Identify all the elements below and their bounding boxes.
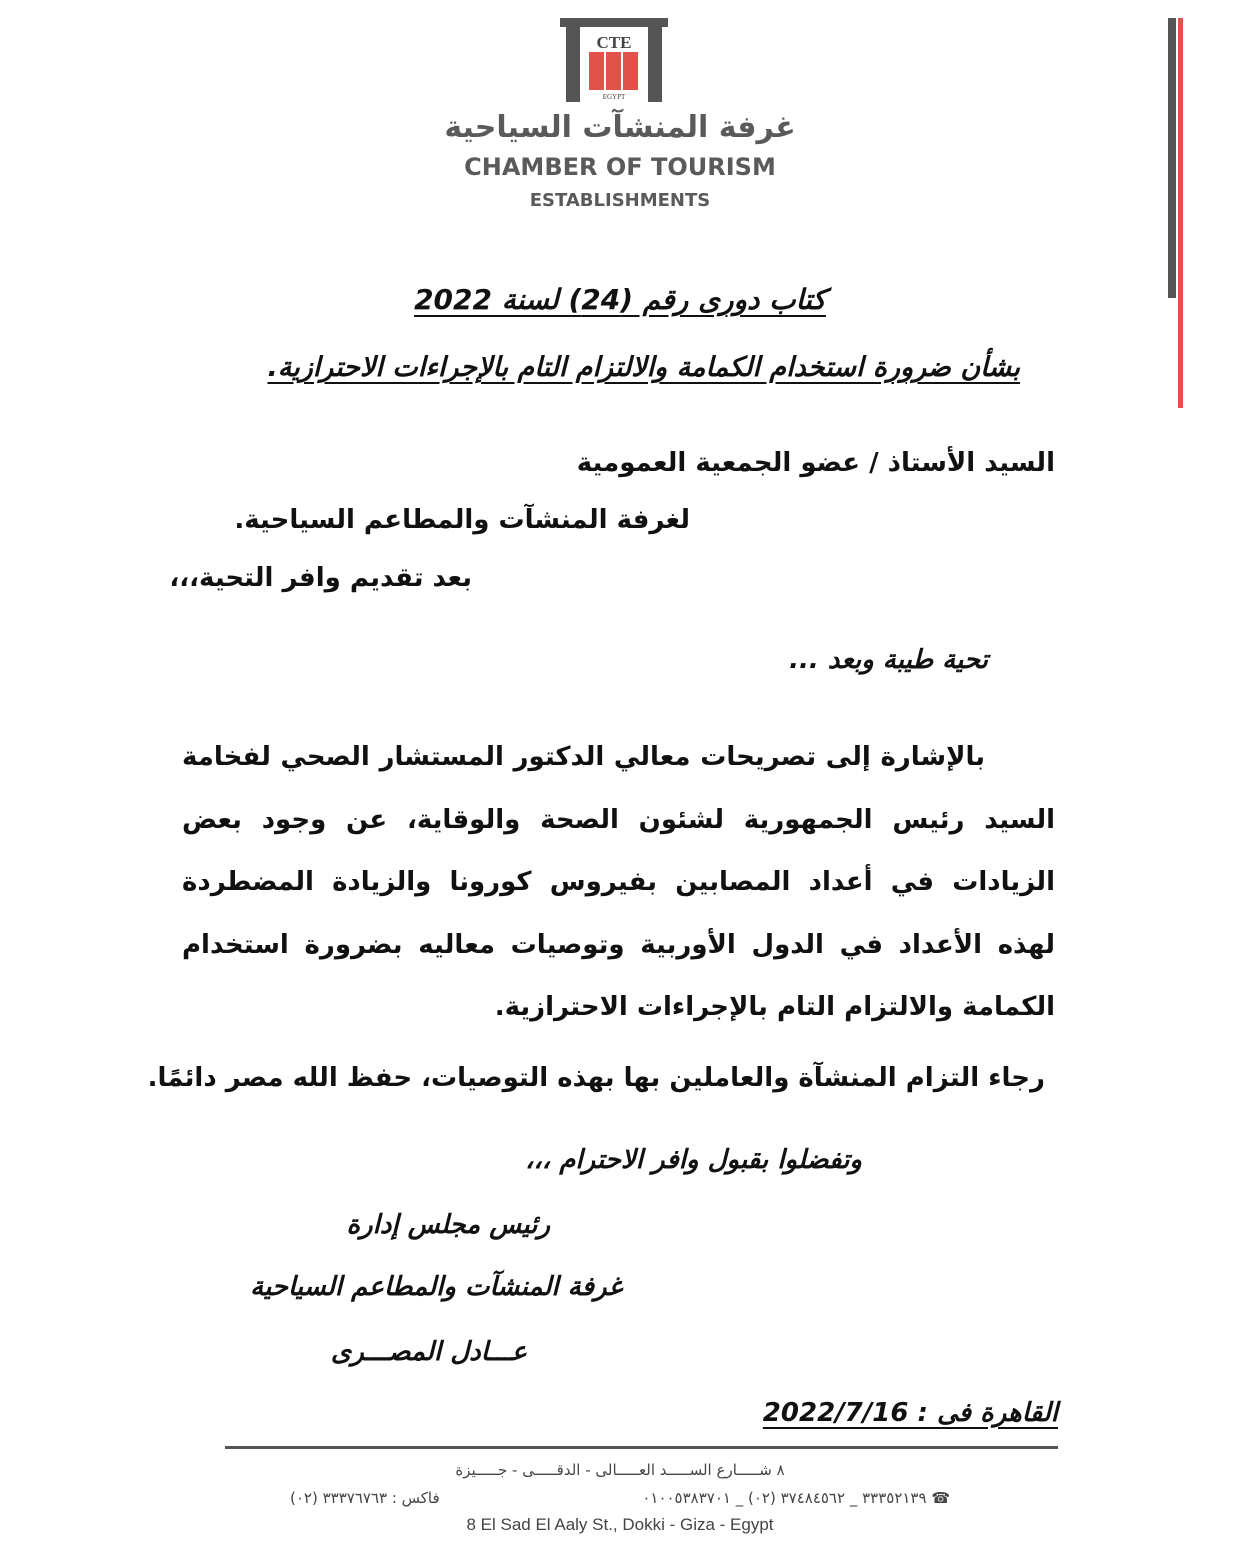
org-name-ar: غرفة المنشآت السياحية [444,110,796,145]
date-line: القاهرة فى : 2022/7/16 [762,1398,1058,1428]
logo-subtext: EGYPT [602,93,626,101]
signature-name: عـــادل المصـــرى [330,1337,527,1367]
org-name-en-sub: ESTABLISHMENTS [529,190,711,211]
signature-title: رئيس مجلس إدارة [346,1210,550,1240]
addressee-line2: لغرفة المنشآت والمطاعم السياحية. [234,505,690,535]
addressee-line3: بعد تقديم وافر التحية،،، [169,563,472,593]
addressee-line1: السيد الأستاذ / عضو الجمعية العمومية [576,448,1055,478]
margin-bar [1168,18,1176,298]
closing-line: وتفضلوا بقبول وافر الاحترام ،،، [525,1145,862,1175]
margin-accent-bar [1178,18,1183,408]
circular-subject: بشأن ضرورة استخدام الكمامة والالتزام التام بالإجراءات الاحترازية. [267,352,1020,383]
signature-org: غرفة المنشآت والمطاعم السياحية [250,1272,622,1302]
circular-title: كتاب دورى رقم (24) لسنة 2022 [414,283,826,316]
footer-address-en: 8 El Sad El Aaly St., Dokki - Giza - Egypt [466,1515,774,1534]
cte-logo [560,18,668,102]
request-line: رجاء التزام المنشآة والعاملين بها بهذه التوصيات، حفظ الله مصر دائمًا. [147,1063,1045,1093]
logo-text: CTE [596,33,632,52]
footer-fax: فاكس : ٣٣٣٧٦٧٦٣ (٠٢) [290,1489,440,1507]
greeting: تحية طيبة وبعد ... [789,645,988,675]
footer-phones: ☎ ٣٣٣٥٢١٣٩ _ ٣٧٤٨٤٥٦٢ (٠٢) _ ٠١٠٠٥٣٨٣٧٠١ [642,1489,950,1507]
org-name-en: CHAMBER OF TOURISM [464,153,776,181]
body-paragraph: بالإشارة إلى تصريحات معالي الدكتور المستشار الصحي لفخامة السيد رئيس الجمهورية لشئون الصحة والوقاية، عن وجود بعض الزيادات في أعداد المصابين بفيروس كورونا والزيادة المضطردة لهذه الأعداد في الدول الأوربية وتوصيات معاليه بضرورة استخدام الكمامة والالتزام التام بالإجراءات الاحترازية. [182,742,1055,1022]
footer-divider [225,1446,1058,1449]
footer-address-ar: ٨ شـــــارع الســـــد العـــــالى - الدقـــــى - جـــــيزة [455,1461,785,1479]
